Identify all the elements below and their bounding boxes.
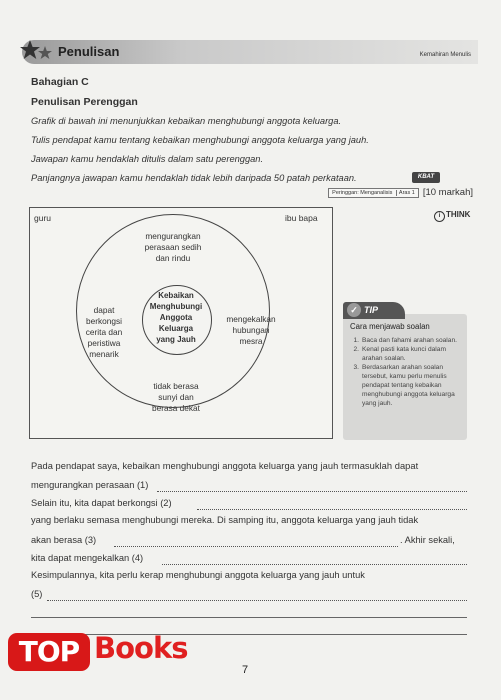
i-icon: i — [434, 211, 445, 222]
stars-icon — [20, 38, 56, 64]
instruction-3: Jawapan kamu hendaklah ditulis dalam satu perenggan. — [31, 154, 264, 164]
center-topic-line: Kebaikan — [158, 291, 194, 300]
idea-bottom-line: sunyi dan — [158, 392, 194, 402]
tip-item — [349, 363, 463, 408]
question-meta — [328, 187, 473, 198]
center-topic-line: Menghubungi — [149, 302, 203, 311]
subtitle: Penulisan Perenggan — [31, 96, 138, 108]
tip-item-text: Kenal pasti kata kunci dalam arahan soalan. — [362, 346, 446, 362]
center-topic-line: Keluarga — [158, 324, 194, 333]
answer-line-7: Kesimpulannya, kita perlu kerap menghubungi anggota keluarga yang jauh untuk — [31, 570, 365, 580]
answer-line-4: yang berlaku semasa menghubungi mereka. Di samping itu, anggota keluarga yang jauh tidak — [31, 515, 419, 525]
skill-level-box — [328, 188, 419, 198]
idea-bottom — [132, 381, 220, 414]
meta-skill: Peringgan: Menganalisis — [332, 189, 393, 196]
writing-line[interactable] — [31, 617, 467, 618]
answer-line-2: mengurangkan perasaan (1) — [31, 480, 149, 490]
tip-item — [349, 336, 463, 345]
frame-label-ibu-bapa: ibu bapa — [285, 213, 318, 223]
idea-left-line: menarik — [89, 349, 119, 359]
tip-label: TIP — [364, 305, 379, 315]
answer-line-8: (5) — [31, 589, 43, 599]
section-title: Penulisan — [58, 44, 120, 59]
blank-3[interactable] — [114, 546, 398, 547]
ithink-text: THINK — [446, 210, 471, 219]
frame-label-guru: guru — [34, 213, 52, 223]
tip-item — [349, 345, 463, 363]
idea-top-line: dan rindu — [155, 253, 191, 263]
instruction-2: Tulis pendapat kamu tentang kebaikan menghubungi anggota keluarga yang jauh. — [31, 135, 369, 145]
answer-line-3: Selain itu, kita dapat berkongsi (2) — [31, 498, 172, 508]
logo-top-badge: TOP — [8, 633, 90, 671]
idea-top — [128, 231, 218, 264]
tip-header — [343, 302, 405, 319]
answer-line-5b: . Akhir sekali, — [400, 535, 455, 545]
marks-label: [10 markah] — [422, 187, 473, 198]
answer-line-1: Pada pendapat saya, kebaikan menghubungi anggota keluarga yang jauh termasuklah dapat — [31, 461, 419, 471]
tip-item-number: 3. — [353, 364, 359, 371]
meta-level: Aras 1 — [396, 190, 415, 196]
answer-line-5a: akan berasa (3) — [31, 535, 97, 545]
logo-books-text: Books — [94, 631, 188, 665]
page-number: 7 — [242, 664, 249, 676]
idea-left-line: berkongsi — [86, 316, 122, 326]
idea-right — [214, 314, 288, 347]
checkmark-icon: ✓ — [347, 303, 361, 317]
tip-item-number: 1. — [353, 337, 359, 344]
idea-top-line: mengurangkan — [145, 231, 201, 241]
idea-left-line: dapat — [93, 305, 115, 315]
tip-item-text: Baca dan fahami arahan soalan. — [362, 337, 457, 344]
idea-right-line: hubungan — [232, 325, 270, 335]
answer-line-6: kita dapat mengekalkan (4) — [31, 553, 144, 563]
instruction-1: Grafik di bawah ini menunjukkan kebaikan menghubungi anggota keluarga. — [31, 116, 342, 126]
blank-5[interactable] — [47, 600, 467, 601]
instruction-4: Panjangnya jawapan kamu hendaklah tidak lebih daripada 50 patah perkataan. — [31, 173, 357, 183]
blank-4[interactable] — [162, 564, 467, 565]
part-heading: Bahagian C — [31, 76, 89, 88]
idea-left-line: cerita dan — [85, 327, 123, 337]
idea-right-line: mengekalkan — [226, 314, 276, 324]
tip-list — [349, 336, 463, 408]
tip-item-text: Berdasarkan arahan soalan tersebut, kamu perlu menulis pendapat tentang kebaikan menghubungi anggota keluarga yang jauh. — [362, 364, 455, 407]
idea-left-line: peristiwa — [87, 338, 121, 348]
idea-left — [72, 305, 136, 360]
center-topic-line: Anggota — [159, 313, 193, 322]
tip-title: Cara menjawab soalan — [350, 322, 430, 331]
idea-right-line: mesra — [239, 336, 263, 346]
center-topic-line: yang Jauh — [156, 335, 196, 344]
blank-2[interactable] — [197, 509, 467, 510]
ithink-logo — [434, 210, 470, 222]
blank-1[interactable] — [157, 491, 467, 492]
idea-bottom-line: tidak berasa — [153, 381, 199, 391]
idea-top-line: perasaan sedih — [144, 242, 202, 252]
skill-tag: Kemahiran Menulis — [419, 52, 471, 58]
idea-bottom-line: berasa dekat — [152, 403, 200, 413]
kbat-badge: KBAT — [412, 172, 440, 183]
center-topic — [141, 290, 211, 345]
tip-item-number: 2. — [353, 346, 359, 353]
